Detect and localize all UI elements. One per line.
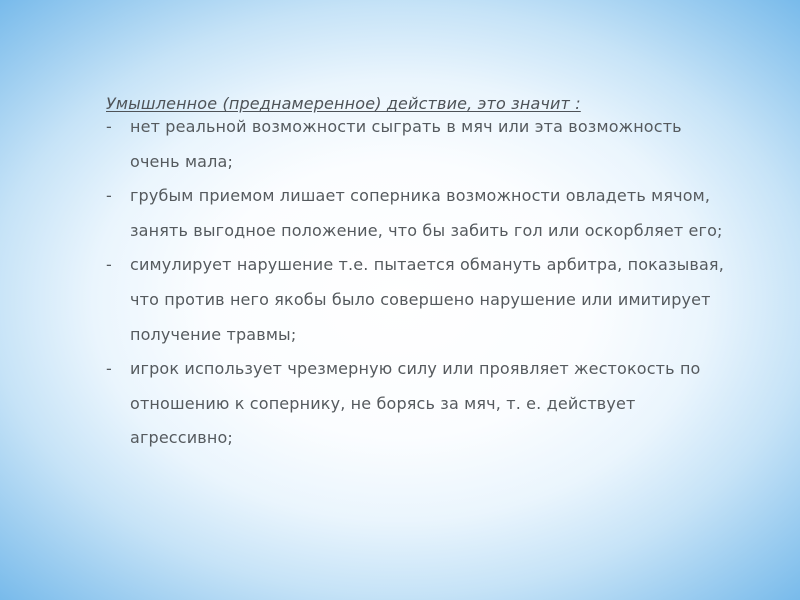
slide-content — [106, 92, 726, 456]
list-dash: - — [106, 186, 112, 206]
list-item-text: симулирует нарушение т.е. пытается обмануть арбитра, показывая, что против него якобы было совершено нарушение или имитирует получение травмы; — [130, 255, 724, 344]
rules-list — [106, 110, 726, 456]
list-item-text: грубым приемом лишает соперника возможности овладеть мячом, занять выгодное положение, что бы забить гол или оскорбляет его; — [130, 186, 723, 240]
slide-heading: Умышленное (преднамеренное) действие, это значит : — [106, 94, 581, 113]
list-item-text: нет реальной возможности сыграть в мяч или эта возможность очень мала; — [130, 117, 682, 171]
list-item — [106, 110, 726, 179]
list-dash: - — [106, 117, 112, 136]
list-dash: - — [106, 255, 112, 275]
list-dash: - — [106, 359, 112, 379]
list-item — [106, 352, 726, 456]
list-item — [106, 179, 726, 248]
list-item — [106, 248, 726, 352]
list-item-text: игрок использует чрезмерную силу или проявляет жестокость по отношению к сопернику, не борясь за мяч, т. е. действует агрессивно; — [130, 359, 701, 448]
